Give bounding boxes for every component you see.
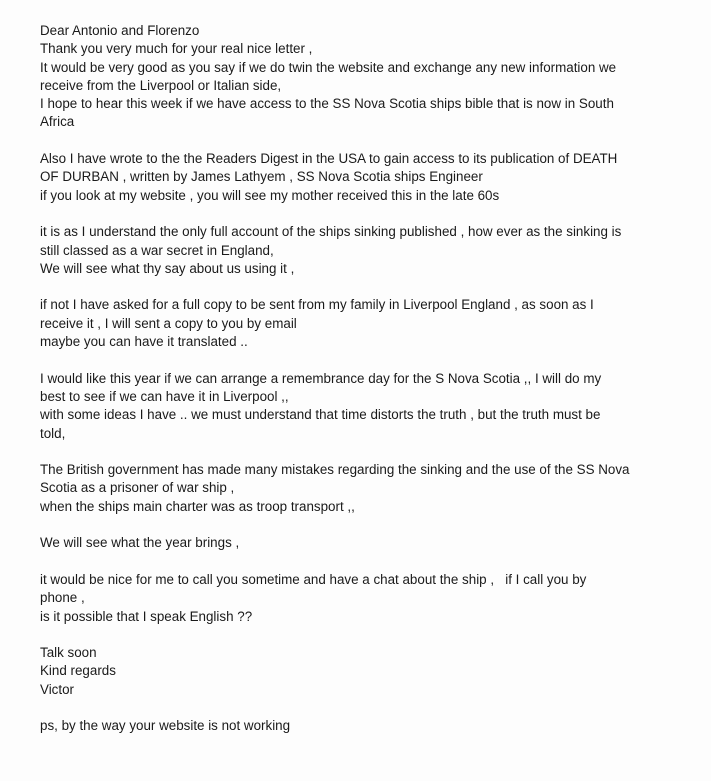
letter-line: I hope to hear this week if we have access to the SS Nova Scotia ships bible that is now in South xyxy=(40,96,614,112)
signature-name: Victor xyxy=(40,681,74,697)
letter-line: is it possible that I speak English ?? xyxy=(40,608,253,624)
letter-line: Thank you very much for your real nice letter , xyxy=(40,41,313,57)
letter-line: it would be nice for me to call you sometime and have a chat about the ship , if I call you by xyxy=(40,571,587,587)
letter-line: when the ships main charter was as troop transport ,, xyxy=(40,498,355,514)
letter-line: It would be very good as you say if we do twin the website and exchange any new information we xyxy=(40,59,617,75)
paragraph-gap xyxy=(40,205,690,223)
paragraph-gap xyxy=(40,278,690,296)
closing-line: Talk soon xyxy=(40,645,97,661)
salutation: Dear Antonio and Florenzo xyxy=(40,23,200,38)
letter-line: it is as I understand the only full account of the ships sinking published , how ever as the sinking is xyxy=(40,224,622,240)
letter-line: Africa xyxy=(40,114,75,130)
letter-line: Scotia as a prisoner of war ship , xyxy=(40,480,235,496)
letter-line: Also I have wrote to the the Readers Digest in the USA to gain access to its publication of DEATH xyxy=(40,151,618,167)
paragraph-gap xyxy=(40,626,690,644)
letter-line: best to see if we can have it in Liverpool ,, xyxy=(40,388,289,404)
paragraph-gap xyxy=(40,516,690,534)
letter-line: told, xyxy=(40,425,66,441)
letter-line: if not I have asked for a full copy to be sent from my family in Liverpool England , as soon as I xyxy=(40,297,594,313)
letter-line: We will see what thy say about us using it , xyxy=(40,260,295,276)
letter-line: receive from the Liverpool or Italian side, xyxy=(40,77,282,93)
letter-line: receive it , I will sent a copy to you by email xyxy=(40,315,297,331)
letter-line: phone , xyxy=(40,590,85,606)
letter-line: maybe you can have it translated .. xyxy=(40,334,248,350)
paragraph-gap xyxy=(40,553,690,571)
postscript: ps, by the way your website is not working xyxy=(40,718,291,734)
paragraph-gap xyxy=(40,443,690,461)
letter-line: The British government has made many mistakes regarding the sinking and the use of the SS Nova xyxy=(40,462,630,478)
paragraph-gap xyxy=(40,132,690,150)
paragraph-gap xyxy=(40,351,690,369)
letter-line: We will see what the year brings , xyxy=(40,535,240,551)
letter-line: if you look at my website , you will see my mother received this in the late 60s xyxy=(40,187,500,203)
letter-body xyxy=(40,22,690,736)
paragraph-gap xyxy=(40,699,690,717)
letter-line: still classed as a war secret in England, xyxy=(40,242,274,258)
letter-line: with some ideas I have .. we must understand that time distorts the truth , but the truth must be xyxy=(40,407,601,423)
letter-line: OF DURBAN , written by James Lathyem , SS Nova Scotia ships Engineer xyxy=(40,169,483,185)
letter-line: I would like this year if we can arrange a remembrance day for the S Nova Scotia ,, I will do my xyxy=(40,370,602,386)
closing-line: Kind regards xyxy=(40,663,116,679)
